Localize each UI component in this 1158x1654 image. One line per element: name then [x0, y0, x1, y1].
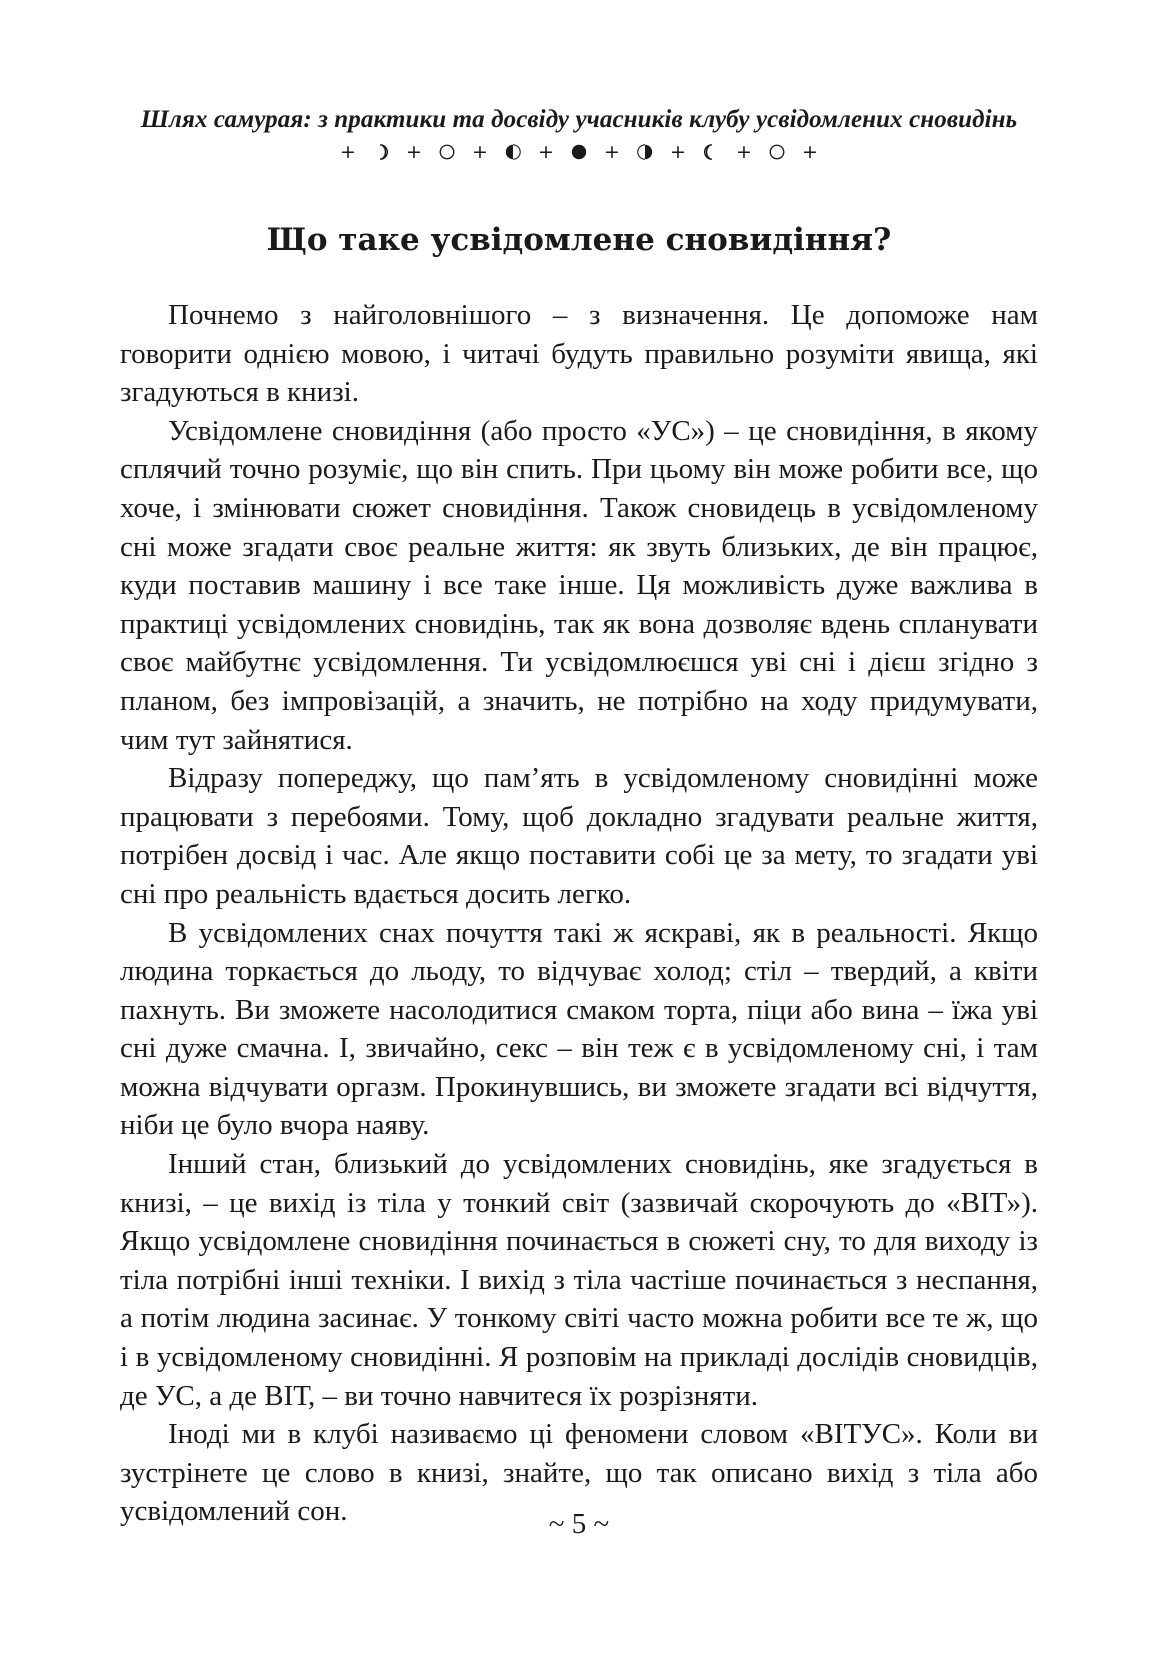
- full-moon-solid-icon: [569, 140, 589, 164]
- paragraph: Усвідомлене сновидіння (або просто «УС») – це сновидіння, в якому сплячий точно розуміє, що він спить. При цьому він може робити все, що хоче, і змінювати сюжет сновидіння. Також сновидець в усвідомленому сні може згадати своє реальне життя: як звуть близьких, де він працює, куди поставив машину і все таке інше. Ця можливість дуже важлива в практиці усвідомлених сновидінь, так як вона дозволяє вдень спланувати своє майбутнє усвідомлення. Ти усвідомлюєшся уві сні і дієш згідно з планом, без імпровізацій, а значить, не потрібно на ходу придумувати, чим тут зайнятися.: [120, 414, 1038, 756]
- plus-sign-icon: +: [670, 141, 686, 163]
- moon-half-left-icon: [503, 140, 523, 164]
- page-number: ~ 5 ~: [548, 1508, 610, 1540]
- plus-sign-icon: +: [736, 141, 752, 163]
- running-title: Шлях самурая: з практики та досвіду учасників клубу усвідомлених сновидінь: [140, 106, 1018, 133]
- paragraph: Відразу попереджу, що пам’ять в усвідомленому сновидінні може працювати з перебоями. Тому, щоб докладно згадувати реальне життя, потрібен досвід і час. Але якщо поставити собі це за мету, то згадати уві сні про реальність вдається досить легко.: [120, 762, 1038, 910]
- paragraph: В усвідомлених снах почуття такі ж яскраві, як в реальності. Якщо людина торкається до льоду, то відчуває холод; стіл – твердий, а квіти пахнуть. Ви зможете насолодитися смаком торта, піци або вина – їжа уві сні дуже смачна. І, звичайно, секс – він теж є в усвідомленому сні, і там можна відчувати оргазм. Прокинувшись, ви зможете згадати всі відчуття, ніби це було вчора наяву.: [120, 916, 1038, 1142]
- circle-outline-icon: [437, 140, 457, 164]
- moon-half-right-icon: [635, 140, 655, 164]
- moon-waxing-crescent-icon: [371, 140, 391, 164]
- plus-sign-icon: +: [406, 141, 422, 163]
- plus-sign-icon: +: [802, 141, 818, 163]
- plus-sign-icon: +: [604, 141, 620, 163]
- paragraph: Почнемо з найголовнішого – з визначення. Це допоможе нам говорити однією мовою, і читачі будуть правильно розуміти явища, які згадуються в книзі.: [120, 299, 1038, 409]
- body-text: [120, 296, 1038, 1531]
- moon-waning-crescent-icon: [701, 140, 721, 164]
- chapter-title: Що таке усвідомлене сновидіння?: [266, 222, 892, 258]
- plus-sign-icon: +: [538, 141, 554, 163]
- circle-outline-icon: [767, 140, 787, 164]
- paragraph: Інший стан, близький до усвідомлених сновидінь, яке згадується в книзі, – це вихід із тіла у тонкий світ (зазвичай скорочують до «ВІТ»). Якщо усвідомлене сновидіння починається в сюжеті сну, то для виходу із тіла потрібні інші техніки. І вихід з тіла частіше починається з неспання, а потім людина засинає. У тонкому світі часто можна робити все те ж, що і в усвідомленому сновидінні. Я розповім на прикладі дослідів сновидців, де УС, а де ВІТ, – ви точно навчитеся їх розрізняти.: [120, 1148, 1038, 1412]
- ornament-divider: [0, 140, 1158, 164]
- paragraph: Іноді ми в клубі називаємо ці феномени словом «ВІТУС». Коли ви зустрінете це слово в книзі, знайте, що так описано вихід з тіла або усвідомлений сон.: [120, 1418, 1038, 1528]
- plus-sign-icon: +: [472, 141, 488, 163]
- plus-sign-icon: +: [340, 141, 356, 163]
